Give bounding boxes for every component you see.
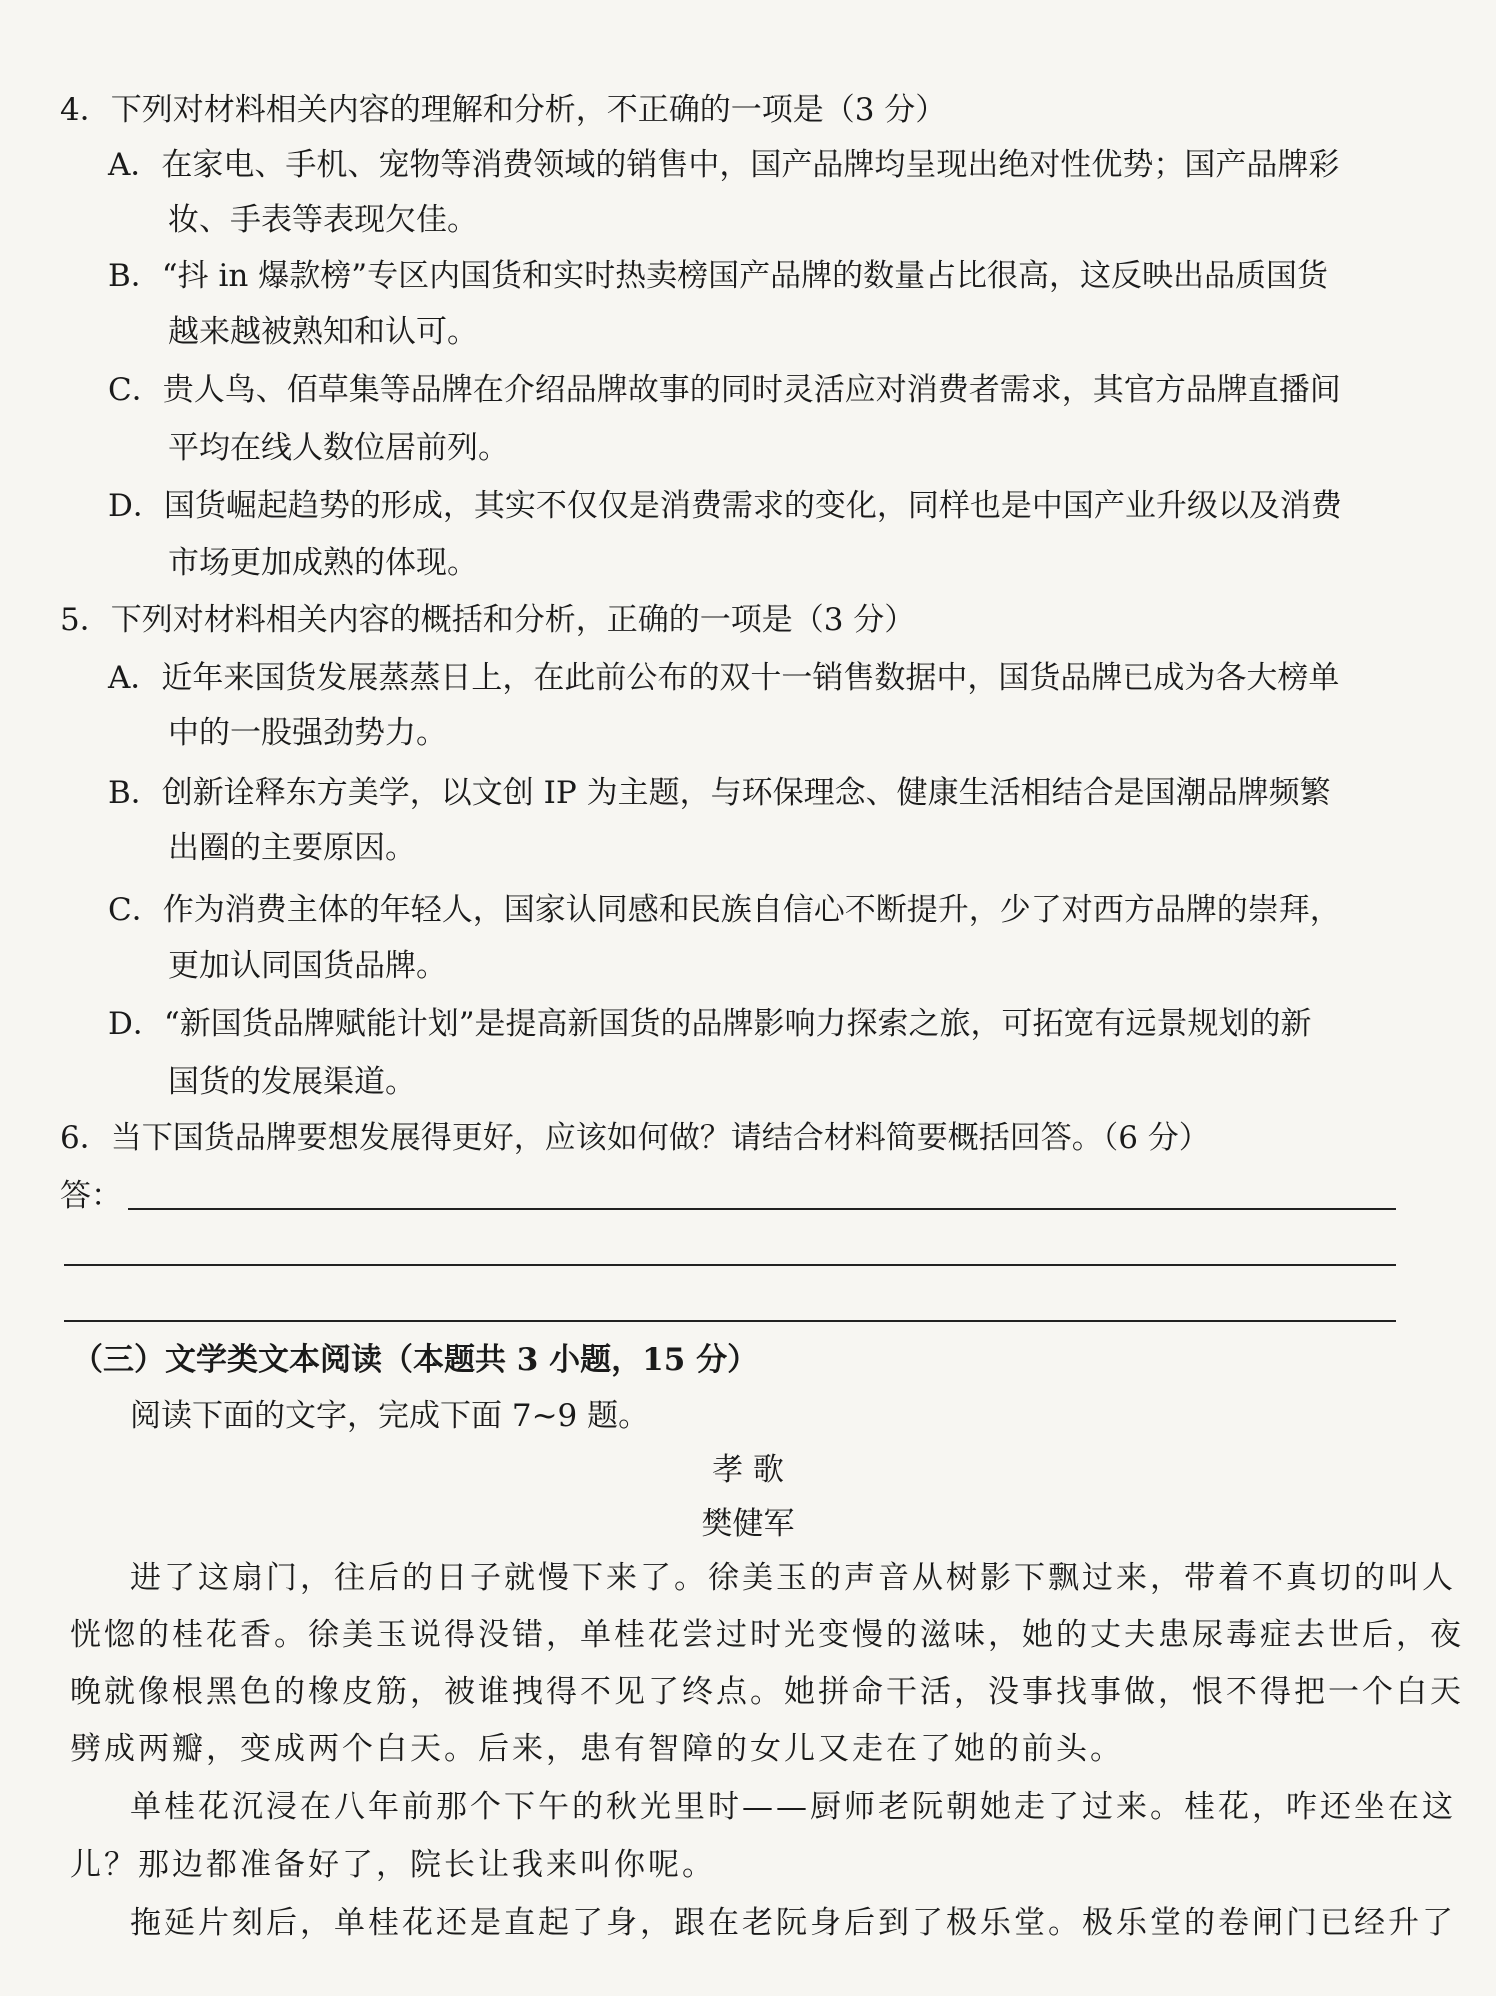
answer-label: 答： [60,1178,122,1214]
q4-option-c-cont: 平均在线人数位居前列。 [168,430,509,466]
q5-option-b: B．创新诠释东方美学，以文创 IP 为主题，与环保理念、健康生活相结合是国潮品牌频繁 [108,775,1331,811]
q5-option-d: D．“新国货品牌赋能计划”是提高新国货的品牌影响力探索之旅，可拓宽有远景规划的新 [108,1006,1312,1042]
q4-option-b: B．“抖 in 爆款榜”专区内国货和实时热卖榜国产品牌的数量占比很高，这反映出品质国货 [108,258,1329,294]
q5-option-b-cont: 出圈的主要原因。 [168,830,416,866]
story-p2-line1: 单桂花沉浸在八年前那个下午的秋光里时——厨师老阮朝她走了过来。桂花，咋还坐在这 [130,1789,1456,1825]
q4-option-a: A．在家电、手机、宠物等消费领域的销售中，国产品牌均呈现出绝对性优势；国产品牌彩 [108,147,1340,183]
story-p1-line4: 劈成两瓣，变成两个白天。后来，患有智障的女儿又走在了她的前头。 [70,1731,1124,1767]
section-intro: 阅读下面的文字，完成下面 7~9 题。 [130,1398,650,1434]
answer-line-2[interactable] [64,1264,1396,1266]
story-title: 孝 歌 [712,1452,784,1488]
story-p1-line1: 进了这扇门，往后的日子就慢下来了。徐美玉的声音从树影下飘过来，带着不真切的叫人 [130,1560,1456,1596]
q5-option-d-cont: 国货的发展渠道。 [168,1064,416,1100]
q4-option-d-cont: 市场更加成熟的体现。 [168,545,478,581]
story-author: 樊健军 [701,1506,795,1542]
q6-stem: 6．当下国货品牌要想发展得更好，应该如何做？请结合材料简要概括回答。（6 分） [60,1120,1210,1156]
q4-option-d: D．国货崛起趋势的形成，其实不仅仅是消费需求的变化，同样也是中国产业升级以及消费 [108,488,1342,524]
story-p1-line3: 晚就像根黑色的橡皮筋，被谁拽得不见了终点。她拼命干活，没事找事做，恨不得把一个白天 [70,1674,1464,1710]
story-p2-line2: 儿？那边都准备好了，院长让我来叫你呢。 [70,1847,716,1883]
q4-stem: 4．下列对材料相关内容的理解和分析，不正确的一项是（3 分） [60,92,947,128]
q5-option-a-cont: 中的一股强劲势力。 [168,715,447,751]
q5-option-c: C．作为消费主体的年轻人，国家认同感和民族自信心不断提升，少了对西方品牌的崇拜， [108,892,1341,928]
answer-line-3[interactable] [64,1320,1396,1322]
story-p1-line2: 恍惚的桂花香。徐美玉说得没错，单桂花尝过时光变慢的滋味，她的丈夫患尿毒症去世后，夜 [70,1617,1464,1653]
section-heading: （三）文学类文本阅读（本题共 3 小题，15 分） [72,1342,759,1378]
q5-option-a: A．近年来国货发展蒸蒸日上，在此前公布的双十一销售数据中，国货品牌已成为各大榜单 [108,660,1340,696]
q4-option-b-cont: 越来越被熟知和认可。 [168,314,478,350]
q5-option-c-cont: 更加认同国货品牌。 [168,948,447,984]
q4-option-c: C．贵人鸟、佰草集等品牌在介绍品牌故事的同时灵活应对消费者需求，其官方品牌直播间 [108,372,1341,408]
answer-line-1[interactable] [128,1208,1396,1210]
story-p3-line1: 拖延片刻后，单桂花还是直起了身，跟在老阮身后到了极乐堂。极乐堂的卷闸门已经升了 [130,1905,1456,1941]
q4-option-a-cont: 妆、手表等表现欠佳。 [168,202,478,238]
q5-stem: 5．下列对材料相关内容的概括和分析，正确的一项是（3 分） [60,602,916,638]
